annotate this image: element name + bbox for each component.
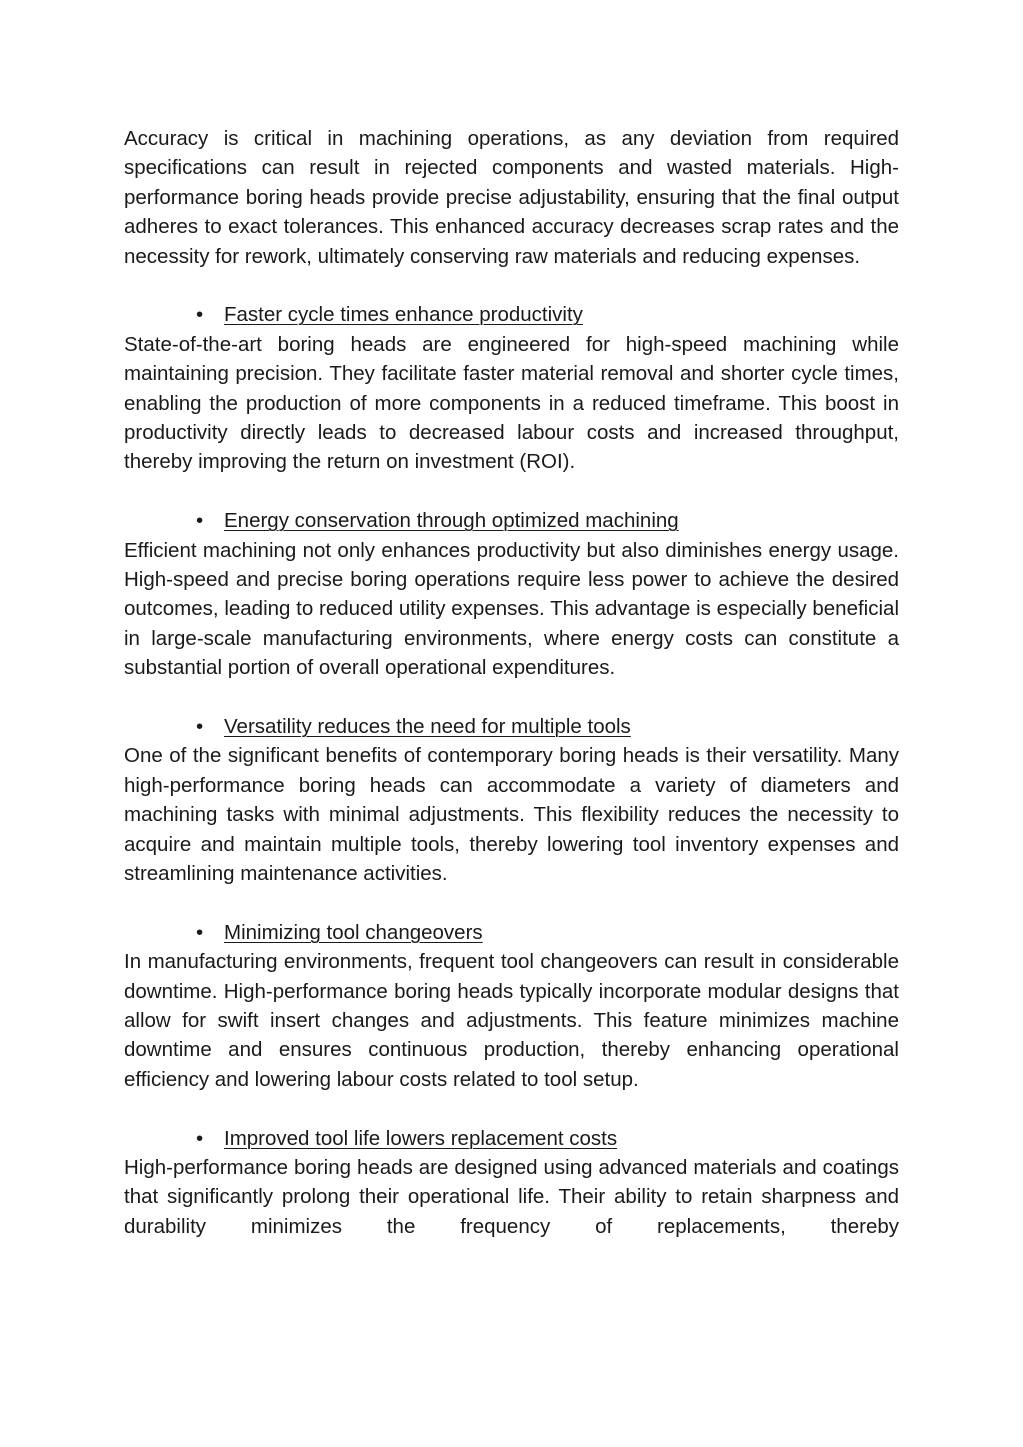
bullet-item-cycle-times: [124, 300, 899, 329]
section-heading: Improved tool life lowers replacement costs: [224, 1126, 618, 1150]
bullet-icon: •: [196, 509, 204, 533]
section-heading: Faster cycle times enhance productivity: [224, 303, 583, 327]
section-paragraph: One of the significant benefits of contemporary boring heads is their versatility. Many high-performance boring heads can accommodate a variety of diameters and machining tasks with minimal adjustments. This flexibility reduces the necessity to acquire and maintain multiple tools, thereby lowering tool inventory expenses and streamlining maintenance activities.: [124, 744, 899, 886]
paragraph-spacer: [124, 1094, 899, 1123]
section-heading: Versatility reduces the need for multiple tools: [224, 715, 631, 739]
section-paragraph: High-performance boring heads are designed using advanced materials and coatings that significantly prolong their operational life. Their ability to retain sharpness and durability minimizes the frequency of replacements, thereby: [124, 1156, 899, 1238]
paragraph-spacer: [124, 271, 899, 300]
paragraph-spacer: [124, 683, 899, 712]
section-paragraph: State-of-the-art boring heads are engineered for high-speed machining while maintaining precision. They facilitate faster material removal and shorter cycle times, enabling the production of more components in a reduced timeframe. This boost in productivity directly leads to decreased labour costs and increased throughput, thereby improving the return on investment (ROI).: [124, 332, 899, 474]
intro-paragraph: Accuracy is critical in machining operations, as any deviation from required specifications can result in rejected components and wasted materials. High-performance boring heads provide precise adjustability, ensuring that the final output adheres to exact tolerances. This enhanced accuracy decreases scrap rates and the necessity for rework, ultimately conserving raw materials and reducing expenses.: [124, 127, 899, 268]
bullet-icon: •: [196, 1126, 204, 1150]
paragraph-spacer: [124, 888, 899, 917]
bullet-item-energy-conservation: [124, 506, 899, 535]
document-body: [124, 124, 899, 1241]
section-paragraph: Efficient machining not only enhances productivity but also diminishes energy usage. High-speed and precise boring operations require less power to achieve the desired outcomes, leading to reduced utility expenses. This advantage is especially beneficial in large-scale manufacturing environments, where energy costs can constitute a substantial portion of overall operational expenditures.: [124, 538, 899, 680]
bullet-icon: •: [196, 303, 204, 327]
bullet-icon: •: [196, 715, 204, 739]
bullet-item-tool-changeovers: [124, 918, 899, 947]
section-heading: Energy conservation through optimized machining: [224, 509, 679, 533]
bullet-item-versatility: [124, 712, 899, 741]
section-heading: Minimizing tool changeovers: [224, 920, 483, 944]
section-paragraph: In manufacturing environments, frequent tool changeovers can result in considerable downtime. High-performance boring heads typically incorporate modular designs that allow for swift insert changes and adjustments. This feature minimizes machine downtime and ensures continuous production, thereby enhancing operational efficiency and lowering labour costs related to tool setup.: [124, 950, 899, 1091]
bullet-icon: •: [196, 920, 204, 944]
paragraph-spacer: [124, 477, 899, 506]
bullet-item-tool-life: [124, 1124, 899, 1153]
